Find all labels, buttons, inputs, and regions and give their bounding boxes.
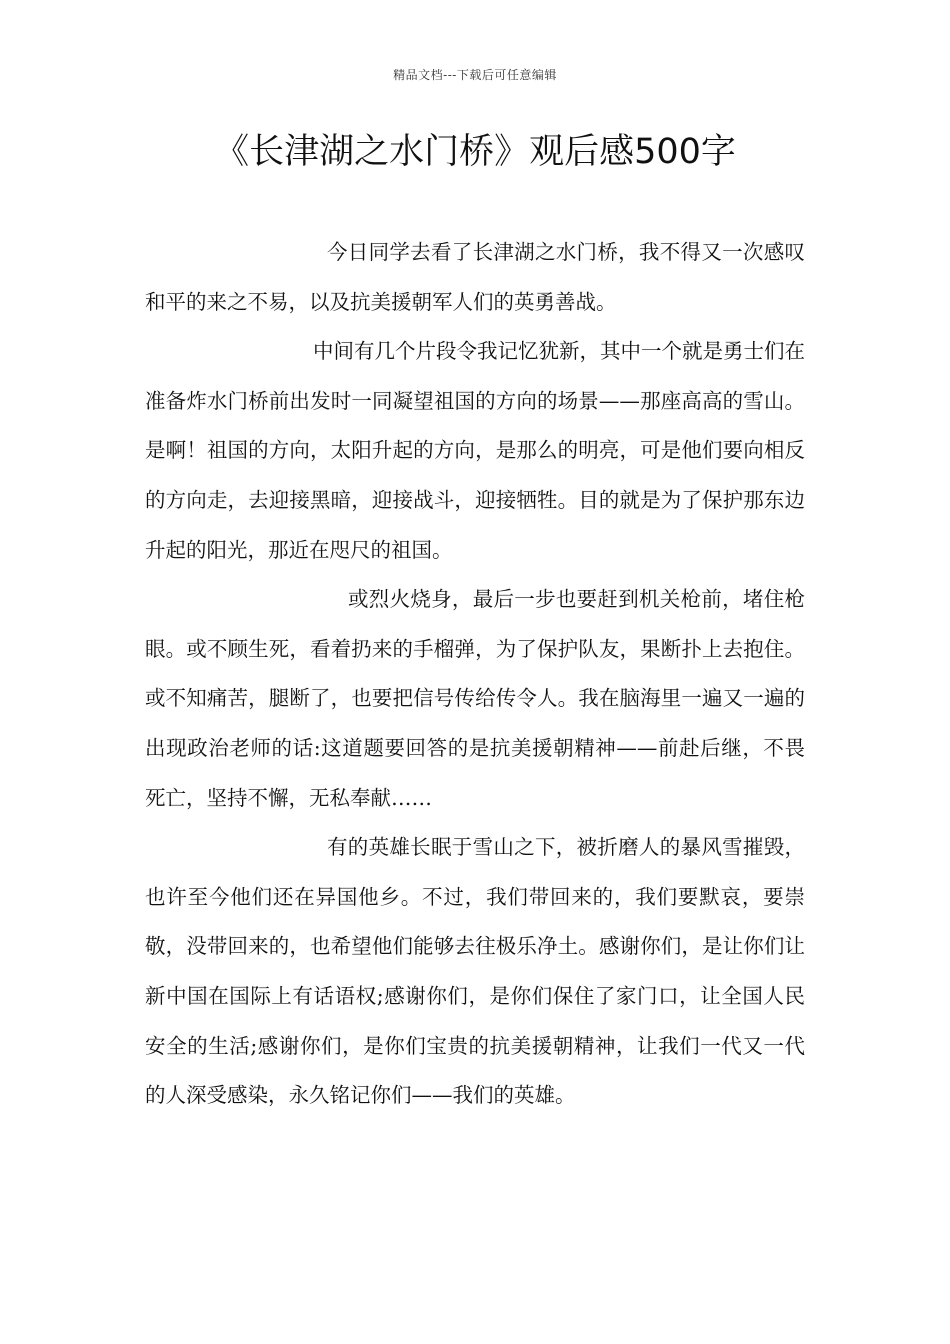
paragraph-4: 有的英雄长眠于雪山之下，被折磨人的暴风雪摧毁，也许至今他们还在异国他乡。不过，我们带回来的，我们要默哀，要崇敬，没带回来的，也希望他们能够去往极乐净土。感谢你们，是让你们让新中国在国际上有话语权;感谢你们，是你们保住了家门口，让全国人民安全的生活;感谢你们，是你们宝贵的抗美援朝精神，让我们一代又一代的人深受感染，永久铭记你们——我们的英雄。	[145, 835, 805, 1108]
document-body	[145, 228, 805, 1121]
paragraph-1: 今日同学去看了长津湖之水门桥，我不得又一次感叹和平的来之不易，以及抗美援朝军人们的英勇善战。	[145, 240, 805, 314]
document-title: 《长津湖之水门桥》观后感500字	[214, 132, 736, 172]
header-note: 精品文档---下载后可任意编辑	[393, 68, 557, 82]
paragraph-2: 中间有几个片段令我记忆犹新，其中一个就是勇士们在准备炸水门桥前出发时一同凝望祖国的方向的场景——那座高高的雪山。是啊！祖国的方向，太阳升起的方向，是那么的明亮，可是他们要向相反的方向走，去迎接黑暗，迎接战斗，迎接牺牲。目的就是为了保护那东边升起的阳光，那近在咫尺的祖国。	[145, 339, 805, 562]
paragraph-3: 或烈火烧身，最后一步也要赶到机关枪前，堵住枪眼。或不顾生死，看着扔来的手榴弹，为了保护队友，果断扑上去抱住。或不知痛苦，腿断了，也要把信号传给传令人。我在脑海里一遍又一遍的出现政治老师的话:这道题要回答的是抗美援朝精神——前赴后继，不畏死亡，坚持不懈，无私奉献……	[145, 587, 805, 810]
